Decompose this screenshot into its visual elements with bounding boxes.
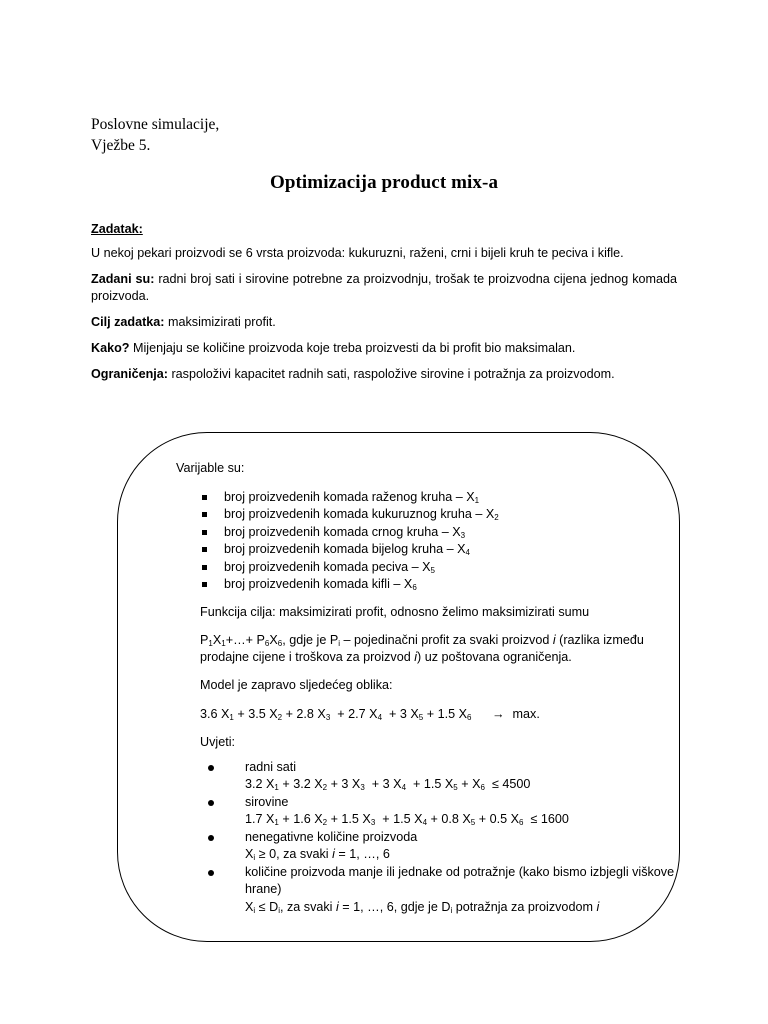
sum-text-line2-tail: ) uz poštovana ograničenja. bbox=[417, 649, 572, 664]
variable-subscript: 1 bbox=[474, 495, 480, 505]
variables-list bbox=[176, 489, 672, 594]
sum-text-line2: (razlika između prodajne cijene i troškova za proizvod bbox=[200, 633, 644, 664]
page-title: Optimizacija product mix-a bbox=[269, 172, 499, 193]
variable-subscript: 3 bbox=[460, 530, 466, 540]
condition-demand-label: količine proizvoda manje ili jednake od potražnje (kako bismo izbjegli viškove hrane) bbox=[245, 864, 675, 896]
conditions-heading: Uvjeti: bbox=[200, 735, 235, 749]
document-header bbox=[91, 114, 219, 156]
variable-text: broj proizvedenih komada crnog kruha – X bbox=[224, 524, 461, 539]
variable-subscript: 5 bbox=[430, 565, 435, 575]
goal-paragraph bbox=[91, 314, 677, 331]
model-formula: 3.6 $X_1 + 3.5$ $X_2 + 2.8$ $X_3 + 2.7$ $X_4 + 3$ $X_5 + 1.5$ $X_6 \to \max$. bbox=[200, 706, 540, 722]
list-item bbox=[200, 524, 672, 542]
variables-heading: Varijable su: bbox=[176, 461, 245, 475]
goal-text: maksimizirati profit. bbox=[164, 315, 276, 329]
given-text: radni broj sati i sirovine potrebne za proizvodnju, trošak te proizvodna cijena jednog komada proizvoda. bbox=[91, 272, 677, 303]
condition-materials-label: sirovine bbox=[245, 794, 289, 809]
variable-text: broj proizvedenih komada bijelog kruha – X bbox=[224, 542, 466, 556]
how-paragraph bbox=[91, 340, 677, 357]
constraints-paragraph bbox=[91, 366, 677, 383]
list-item bbox=[200, 506, 672, 524]
square-bullet-icon bbox=[202, 565, 207, 570]
objective-function: Funkcija cilja: maksimizirati profit, odnosno želimo maksimizirati sumu bbox=[200, 604, 590, 619]
demand-tail: potražnja za proizvodom bbox=[452, 899, 597, 914]
sum-text: , gdje je P bbox=[282, 633, 339, 647]
constraints-label: Ograničenja: bbox=[91, 367, 168, 381]
variable-text: broj proizvedenih komada peciva – X bbox=[224, 559, 431, 574]
square-bullet-icon bbox=[202, 547, 207, 552]
how-label: Kako? bbox=[91, 341, 130, 355]
task-text bbox=[91, 245, 677, 262]
arrow-right-icon: → bbox=[481, 706, 505, 721]
model-intro: Model je zapravo sljedećeg oblika: bbox=[200, 678, 393, 692]
sum-index: i bbox=[552, 633, 556, 647]
variable-subscript: 6 bbox=[412, 583, 417, 592]
list-item bbox=[200, 541, 672, 559]
variable-subscript: 4 bbox=[465, 548, 470, 557]
course-name: Poslovne simulacije, bbox=[91, 116, 220, 133]
condition-nonneg-expr: $X_i \ge 0$, za svaki i = 1, …, 6 bbox=[245, 847, 390, 862]
task-description bbox=[91, 221, 677, 392]
variable-subscript: 2 bbox=[494, 513, 499, 522]
sum-text-tail: – pojedinačni profit za svaki proizvod bbox=[340, 633, 553, 647]
condition-materials-limit: ≤ 1600 bbox=[530, 812, 569, 826]
round-bullet-icon bbox=[208, 835, 214, 841]
demand-mid: , za svaki bbox=[279, 899, 336, 914]
condition-materials-expr: 1.7 $X_1 + 1.6$ $X_2 + 1.5$ $X_3 + 1.5$ $X_4 + 0.8$ $X_5 + 0.5$ $X_6 \le 1600$ bbox=[245, 812, 569, 827]
nonneg-range: = 1, …, 6 bbox=[334, 847, 390, 861]
goal-label: Cilj zadatka: bbox=[91, 315, 165, 329]
variable-text: broj proizvedenih komada kukuruznog kruha – X bbox=[224, 507, 495, 521]
list-item bbox=[200, 759, 675, 794]
round-bullet-icon bbox=[208, 870, 214, 876]
given-paragraph bbox=[91, 271, 677, 305]
round-bullet-icon bbox=[208, 765, 214, 771]
square-bullet-icon bbox=[202, 512, 207, 517]
variable-text: broj proizvedenih komada raženog kruha – X bbox=[224, 489, 475, 504]
list-item bbox=[200, 489, 672, 507]
conditions-list bbox=[176, 759, 675, 917]
list-item bbox=[200, 576, 672, 594]
list-item bbox=[200, 794, 675, 829]
model-max-label: max. bbox=[512, 706, 540, 721]
condition-hours-label: radni sati bbox=[245, 759, 297, 774]
condition-nonneg-label: nenegativne količine proizvoda bbox=[245, 829, 418, 844]
square-bullet-icon bbox=[202, 582, 207, 587]
model-box-content bbox=[176, 460, 675, 916]
how-text: Mijenjaju se količine proizvoda koje treba proizvesti da bi profit bio maksimalan. bbox=[129, 341, 576, 355]
sum-explanation: $P_1X_1+\dots+ P_6X_6$, gdje je $P_i$ – pojedinačni profit za svaki proizvod i (razlika između prodajne cijene i troškova za proizvod i) uz poštovana ograničenja. bbox=[200, 633, 644, 664]
nonneg-var: X bbox=[245, 847, 254, 861]
round-bullet-icon bbox=[208, 800, 214, 806]
given-label: Zadani su: bbox=[91, 272, 155, 286]
list-item bbox=[200, 829, 675, 864]
condition-hours-expr: 3.2 $X_1 + 3.2$ $X_2 + 3$ $X_3 + 3$ $X_4 + 1.5$ $X_5 + X_6 \le 4500$ bbox=[245, 777, 531, 792]
list-item bbox=[200, 864, 675, 917]
condition-hours-limit: ≤ 4500 bbox=[491, 777, 531, 791]
square-bullet-icon bbox=[202, 495, 207, 500]
nonneg-rest: ≥ 0, za svaki bbox=[255, 847, 333, 861]
task-heading: Zadatak: bbox=[91, 222, 143, 236]
exercise-number: Vježbe 5. bbox=[91, 137, 151, 154]
condition-demand-expr: $X_i \le D_i$, za svaki i = 1, …, 6, gdje je $D_i$ potražnja za proizvodom i bbox=[245, 899, 600, 915]
demand-rest: ≤ D bbox=[255, 899, 279, 914]
constraints-text: raspoloživi kapacitet radnih sati, raspoložive sirovine i potražnja za proizvodom. bbox=[167, 367, 615, 381]
demand-range: = 1, …, 6, gdje je D bbox=[338, 899, 451, 914]
variable-text: broj proizvedenih komada kifli – X bbox=[224, 577, 413, 591]
task-text-content: U nekoj pekari proizvodi se 6 vrsta proizvoda: kukuruzni, raženi, crni i bijeli kruh te peciva i kifle. bbox=[91, 246, 624, 260]
square-bullet-icon bbox=[202, 530, 207, 535]
list-item bbox=[200, 559, 672, 577]
